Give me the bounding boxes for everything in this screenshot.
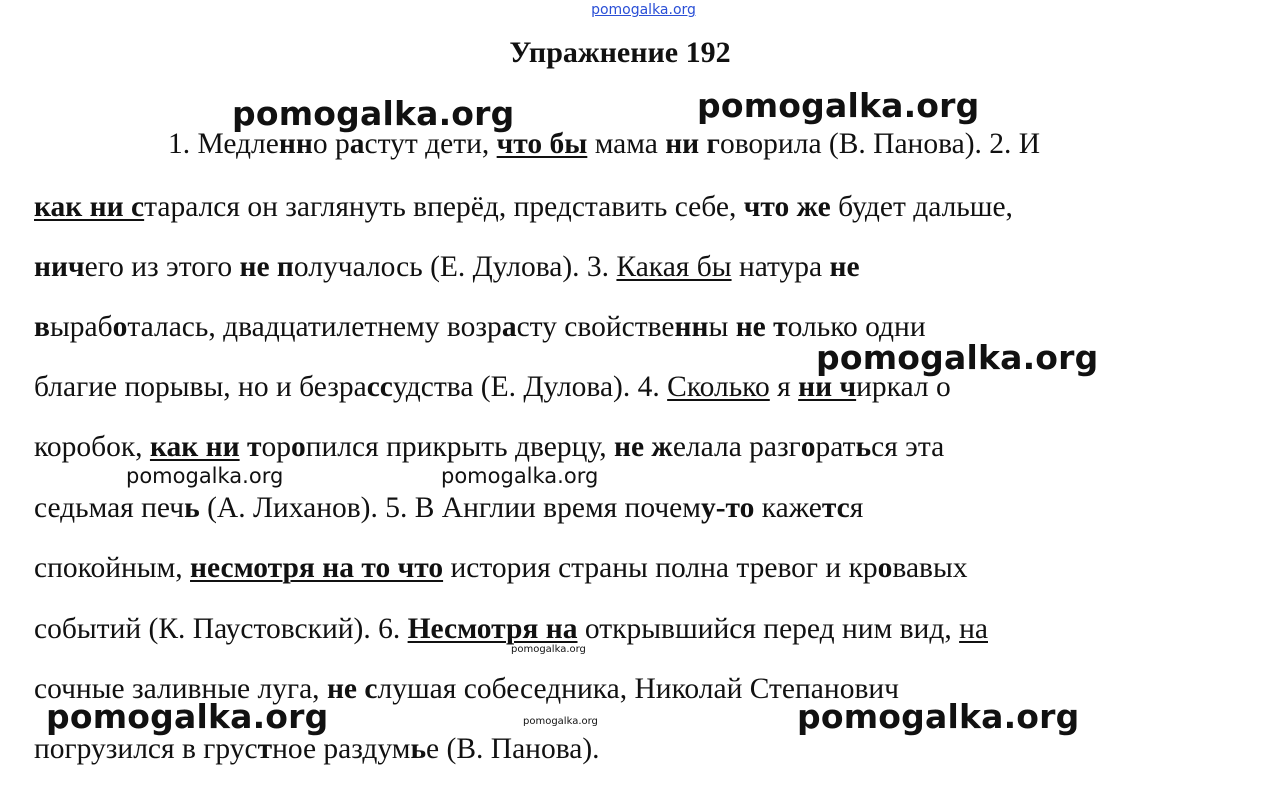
watermark: pomogalka.org: [46, 697, 329, 736]
watermark: pomogalka.org: [511, 644, 586, 655]
text-line-11: погрузился в грустное раздумье (В. Панова).: [34, 733, 600, 765]
text-line-9: событий (К. Паустовский). 6. Несмотря на открывшийся перед ним вид, на: [34, 613, 988, 645]
text-line-10: сочные заливные луга, не слушая собеседника, Николай Степанович: [34, 673, 899, 705]
watermark: pomogalka.org: [523, 716, 598, 727]
watermark: pomogalka.org: [441, 464, 599, 488]
watermark: pomogalka.org: [797, 697, 1080, 736]
text-line-4: выработалась, двадцатилетнему возрасту свойственны не только одни: [34, 311, 926, 343]
text-line-7: седьмая печь (А. Лиханов). 5. В Англии время почему-то кажется: [34, 492, 864, 524]
watermark: pomogalka.org: [816, 338, 1099, 377]
site-link[interactable]: pomogalka.org: [591, 2, 696, 18]
watermark: pomogalka.org: [126, 464, 284, 488]
watermark: pomogalka.org: [697, 86, 980, 125]
text-line-8: спокойным, несмотря на то что история страны полна тревог и кровавых: [34, 552, 968, 584]
watermark: pomogalka.org: [232, 94, 515, 133]
text-line-1: 1. Медленно растут дети, что бы мама ни говорила (В. Панова). 2. И: [168, 128, 1041, 160]
text-line-6: коробок, как ни торопился прикрыть дверцу, не желала разгораться эта: [34, 431, 945, 463]
exercise-title: Упражнение 192: [509, 36, 731, 69]
text-line-5: благие порывы, но и безрассудства (Е. Дулова). 4. Сколько я ни чиркал о: [34, 371, 951, 403]
text-line-2: как ни старался он заглянуть вперёд, представить себе, что же будет дальше,: [34, 191, 1013, 223]
text-line-3: ничего из этого не получалось (Е. Дулова). 3. Какая бы натура не: [34, 251, 860, 283]
